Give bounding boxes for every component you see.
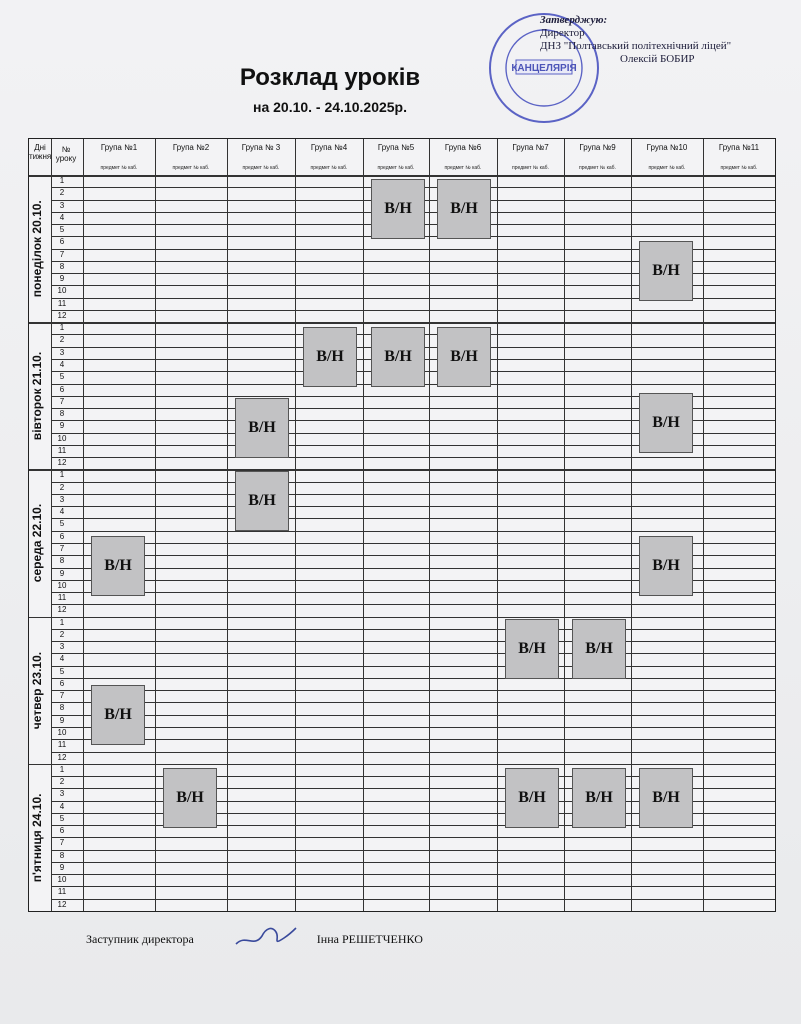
lesson-number: 9 (59, 568, 65, 578)
group-subheader: предмет № каб. (648, 165, 686, 171)
grid-hline (51, 850, 775, 851)
lesson-number: 1 (59, 323, 65, 333)
lesson-number: 12 (57, 458, 67, 468)
lesson-number: 11 (57, 593, 67, 603)
vn-box: В/Н (437, 179, 491, 239)
group-header: Група №6 (444, 143, 482, 152)
lesson-number: 9 (59, 421, 65, 431)
grid-hline (29, 764, 775, 766)
lesson-number: 4 (59, 507, 65, 517)
approval-name: Олексій БОБИР (620, 53, 695, 65)
grid-hline (51, 727, 775, 728)
signature-icon (232, 920, 300, 952)
vn-box: В/Н (371, 179, 425, 239)
grid-hline (51, 482, 775, 483)
lesson-number: 8 (59, 850, 65, 860)
vn-box: В/Н (639, 536, 693, 596)
grid-hline (29, 469, 775, 471)
lesson-number: 6 (59, 678, 65, 688)
vn-box: В/Н (639, 241, 693, 301)
footer-role: Заступник директора (86, 932, 194, 946)
lesson-number: 2 (59, 482, 65, 492)
grid-vline (83, 139, 84, 911)
group-subheader: предмет № каб. (579, 165, 616, 171)
grid-hline (51, 739, 775, 740)
approval-org: ДНЗ "Полтавський політехнічний ліцей" (540, 40, 732, 52)
lesson-number: 6 (59, 237, 65, 247)
day-label: четвер 23.10. (30, 651, 44, 729)
vn-box: В/Н (371, 327, 425, 387)
lesson-number: 3 (59, 347, 65, 357)
grid-hline (51, 666, 775, 667)
approval-role: Директор (540, 27, 585, 39)
lesson-number: 5 (59, 666, 65, 676)
vn-box: В/Н (505, 619, 559, 679)
vn-box: В/Н (572, 768, 626, 828)
lesson-number: 12 (57, 310, 67, 320)
lesson-number: 10 (57, 286, 67, 296)
page-title: Розклад уроків (239, 64, 421, 91)
grid-vline (295, 139, 296, 911)
grid-hline (51, 899, 775, 900)
grid-hline (51, 604, 775, 605)
page-subtitle: на 20.10. - 24.10.2025р. (252, 99, 407, 115)
lesson-number: 6 (59, 531, 65, 541)
day-label: п'ятниця 24.10. (30, 793, 44, 882)
lesson-number: 10 (57, 580, 67, 590)
grid-vline (564, 139, 565, 911)
vn-box: В/Н (91, 685, 145, 745)
grid-vline (497, 139, 498, 911)
lesson-number: 12 (57, 605, 67, 615)
grid-hline (51, 506, 775, 507)
lesson-number: 4 (59, 801, 65, 811)
grid-vline (703, 139, 704, 911)
group-subheader: предмет № каб. (377, 165, 415, 171)
day-label: понеділок 20.10. (30, 200, 44, 298)
lesson-number: 2 (59, 777, 65, 787)
grid-hline (51, 494, 775, 495)
group-subheader: предмет № каб. (310, 165, 348, 171)
lesson-number: 6 (59, 826, 65, 836)
lesson-number: 1 (59, 764, 65, 774)
grid-hline (51, 310, 775, 311)
lesson-number: 8 (59, 703, 65, 713)
lesson-number: 5 (59, 519, 65, 529)
footer-name: Інна РЕШЕТЧЕНКО (316, 932, 423, 946)
lesson-number: 3 (59, 494, 65, 504)
lesson-number: 5 (59, 813, 65, 823)
group-header: Група №9 (579, 143, 616, 152)
timetable-grid (28, 138, 776, 912)
lesson-number: 5 (59, 225, 65, 235)
lesson-number: 3 (59, 642, 65, 652)
lesson-number: 9 (59, 715, 65, 725)
vn-box: В/Н (235, 471, 289, 531)
lesson-number: 8 (59, 409, 65, 419)
group-header: Група №11 (718, 143, 760, 152)
lesson-number: 11 (57, 298, 67, 308)
group-header: Група №4 (310, 143, 348, 152)
lesson-number: 8 (59, 556, 65, 566)
svg-text:КАНЦЕЛЯРІЯ: КАНЦЕЛЯРІЯ (511, 63, 577, 74)
grid-vline (155, 139, 156, 911)
vn-box: В/Н (91, 536, 145, 596)
lesson-number: 7 (59, 691, 65, 701)
group-subheader: предмет № каб. (172, 165, 210, 171)
group-header: Група №5 (377, 143, 415, 152)
lesson-number: 7 (59, 838, 65, 848)
vn-box: В/Н (163, 768, 217, 828)
grid-hline (51, 862, 775, 863)
group-subheader: предмет № каб. (512, 165, 549, 171)
approval-title: Затверджую: (540, 14, 608, 26)
vn-box: В/Н (572, 619, 626, 679)
grid-hline (29, 617, 775, 619)
group-header: Група №2 (172, 143, 210, 152)
lesson-number: 3 (59, 200, 65, 210)
grid-hline (51, 653, 775, 654)
grid-header-rule (29, 175, 775, 177)
grid-hline (51, 641, 775, 642)
lesson-number: 4 (59, 212, 65, 222)
grid-vline (363, 139, 364, 911)
lesson-number: 7 (59, 249, 65, 259)
lesson-number: 11 (57, 887, 67, 897)
grid-hline (51, 837, 775, 838)
grid-vline (227, 139, 228, 911)
lesson-number: 7 (59, 396, 65, 406)
lesson-number: 11 (57, 740, 67, 750)
group-subheader: предмет № каб. (242, 165, 280, 171)
grid-hline (29, 322, 775, 324)
group-subheader: предмет № каб. (100, 165, 138, 171)
lesson-number: 9 (59, 274, 65, 284)
lesson-number: 12 (57, 899, 67, 909)
lesson-number: 9 (59, 862, 65, 872)
vn-box: В/Н (639, 768, 693, 828)
approval-block (540, 14, 731, 66)
grid-hline (51, 678, 775, 679)
lesson-number: 2 (59, 335, 65, 345)
day-column-header: Дні тижня (29, 143, 52, 161)
lesson-number: 10 (57, 728, 67, 737)
lesson-number: 7 (59, 544, 65, 553)
grid-hline (51, 715, 775, 716)
lesson-number: 2 (59, 629, 65, 639)
lesson-number-header: № уроку (55, 145, 77, 163)
vn-box: В/Н (639, 393, 693, 453)
group-subheader: предмет № каб. (720, 165, 758, 171)
grid-hline (51, 629, 775, 630)
group-subheader: предмет № каб. (444, 165, 482, 171)
group-header: Група №7 (512, 143, 549, 152)
lesson-number: 3 (59, 789, 65, 799)
day-label: середа 22.10. (30, 503, 44, 583)
grid-hline (51, 702, 775, 703)
grid-hline (51, 518, 775, 519)
grid-vline (631, 139, 632, 911)
day-label: вівторок 21.10. (30, 351, 44, 440)
grid-hline (51, 457, 775, 458)
grid-hline (51, 531, 775, 532)
group-header: Група № 3 (241, 143, 281, 152)
lesson-number: 4 (59, 654, 65, 664)
lesson-number: 11 (57, 445, 67, 455)
grid-hline (51, 690, 775, 691)
vn-box: В/Н (235, 398, 289, 458)
lesson-number: 5 (59, 372, 65, 382)
grid-vline (429, 139, 430, 911)
vn-box: В/Н (437, 327, 491, 387)
group-header: Група №1 (100, 143, 138, 152)
lesson-number: 10 (57, 875, 67, 885)
lesson-number: 1 (59, 470, 65, 480)
lesson-number: 2 (59, 188, 65, 198)
lesson-number: 8 (59, 261, 65, 271)
vn-box: В/Н (505, 768, 559, 828)
vn-box: В/Н (303, 327, 357, 387)
lesson-number: 4 (59, 360, 65, 369)
grid-hline (51, 886, 775, 887)
lesson-number: 6 (59, 384, 65, 394)
lesson-number: 10 (57, 433, 67, 443)
lesson-number: 1 (59, 176, 65, 185)
lesson-number: 12 (57, 752, 67, 762)
lesson-number: 1 (59, 617, 65, 627)
group-header: Група №10 (646, 143, 688, 152)
grid-hline (51, 874, 775, 875)
grid-hline (51, 752, 775, 753)
